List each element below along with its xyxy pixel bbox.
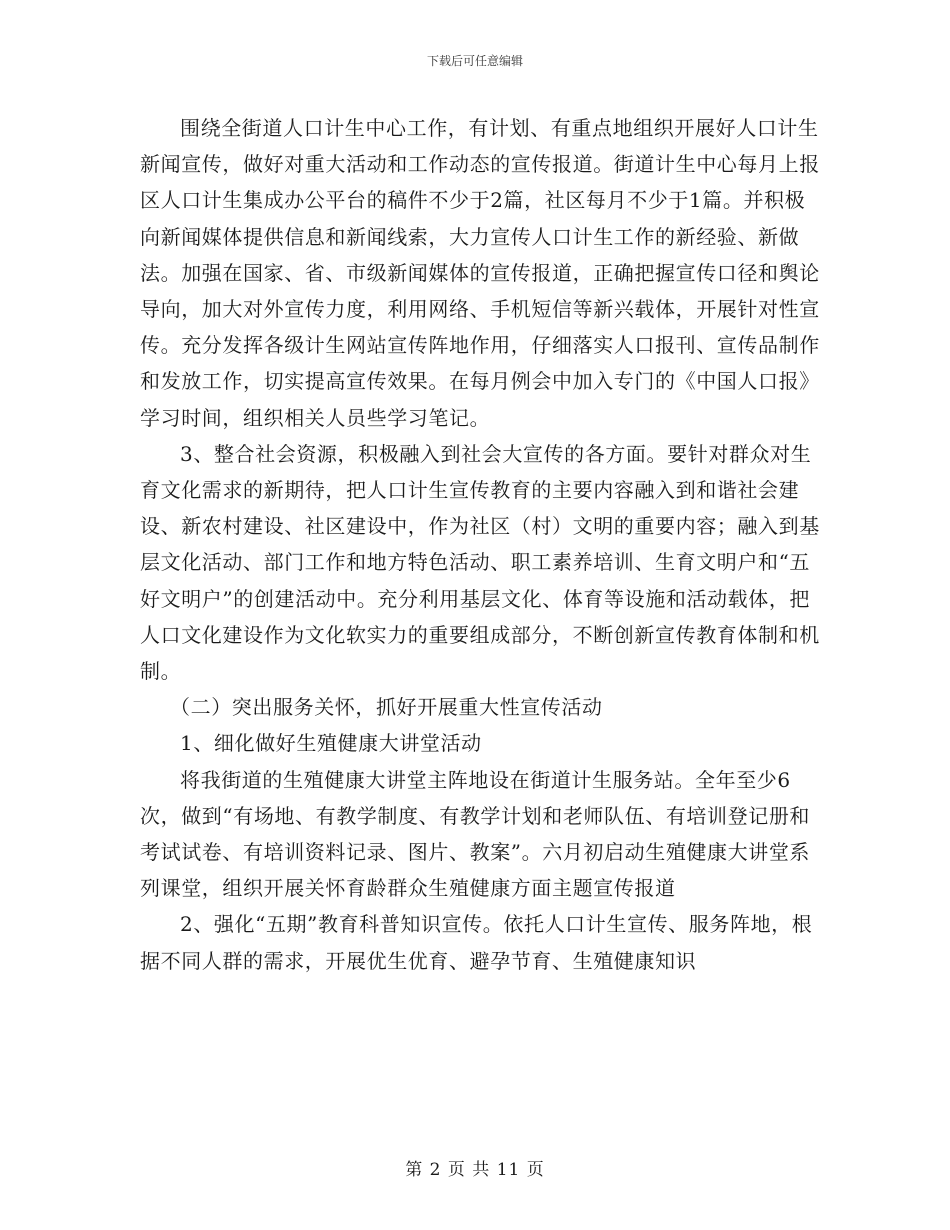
document-body <box>140 110 820 979</box>
paragraph-news-publicity: 围绕全街道人口计生中心工作，有计划、有重点地组织开展好人口计生新闻宣传，做好对重大活动和工作动态的宣传报道。街道计生中心每月上报区人口计生集成办公平台的稿件不少于2篇，社区每月不少于1篇。并积极向新闻媒体提供信息和新闻线索，大力宣传人口计生工作的新经验、新做法。加强在国家、省、市级新闻媒体的宣传报道，正确把握宣传口径和舆论导向，加大对外宣传力度，利用网络、手机短信等新兴载体，开展针对性宣传。充分发挥各级计生网站宣传阵地作用，仔细落实人口报刊、宣传品制作和发放工作，切实提高宣传效果。在每月例会中加入专门的《中国人口报》学习时间，组织相关人员些学习笔记。 <box>140 116 820 430</box>
section-heading-service-care: （二）突出服务关怀，抓好开展重大性宣传活动 <box>170 695 603 720</box>
header-note: 下载后可任意编辑 <box>426 54 523 68</box>
page-number: 第 2 页 共 11 页 <box>405 1160 545 1180</box>
item-heading-health-lecture: 1、细化做好生殖健康大讲堂活动 <box>180 731 482 756</box>
paragraph-integrate-resources: 3、整合社会资源，积极融入到社会大宣传的各方面。要针对群众对生育文化需求的新期待，把人口计生宣传教育的主要内容融入到和谐社会建设、新农村建设、社区建设中，作为社区（村）文明的重要内容；融入到基层文化活动、部门工作和地方特色活动、职工素养培训、生育文明户和“五好文明户”的创建活动中。充分利用基层文化、体育等设施和活动载体，把人口文化建设作为文化软实力的重要组成部分，不断创新宣传教育体制和机制。 <box>140 441 820 684</box>
paragraph-five-periods: 2、强化“五期”教育科普知识宣传。依托人口计生宣传、服务阵地，根据不同人群的需求，开展优生优育、避孕节育、生殖健康知识 <box>140 912 813 973</box>
paragraph-health-lecture: 将我街道的生殖健康大讲堂主阵地设在街道计生服务站。全年至少6次，做到“有场地、有教学制度、有教学计划和老师队伍、有培训登记册和考试试卷、有培训资料记录、图片、教案”。六月初启动生殖健康大讲堂系列课堂，组织开展关怀育龄群众生殖健康方面主题宣传报道 <box>140 767 811 901</box>
